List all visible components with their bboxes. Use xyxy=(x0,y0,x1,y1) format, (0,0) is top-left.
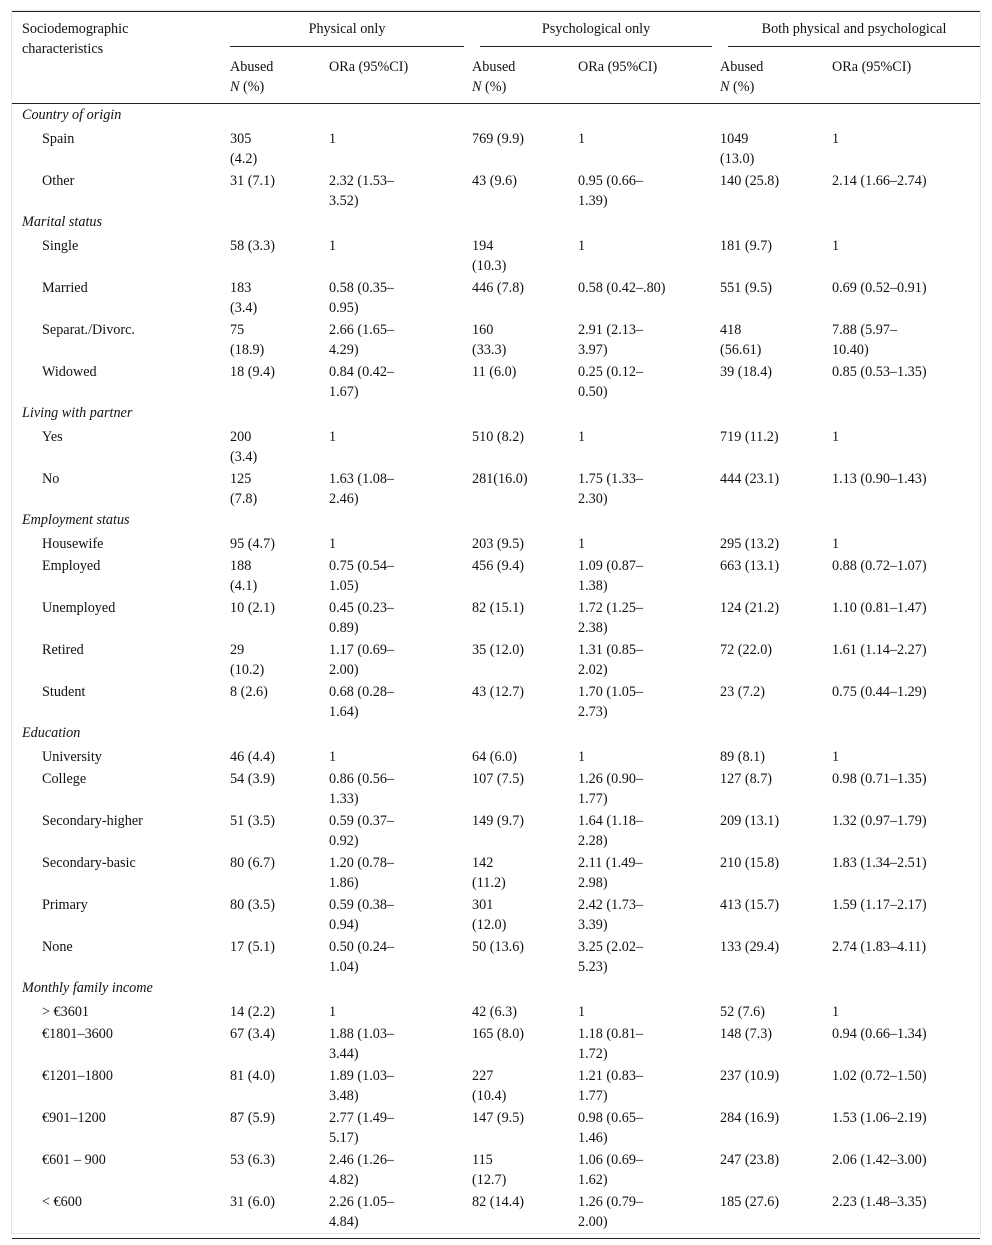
cell-abused: 551 (9.5) xyxy=(720,280,773,296)
cell-abused: 446 (7.8) xyxy=(472,280,525,296)
cell-abused: 127 (8.7) xyxy=(720,771,773,787)
cell-abused: 18 (9.4) xyxy=(230,364,275,380)
cell-abused: 185 (27.6) xyxy=(720,1194,780,1210)
table-row xyxy=(12,234,980,276)
cell-ora: 2.74 (1.83–4.11) xyxy=(832,939,927,955)
cell-ora: 1.26 (0.79– 2.00) xyxy=(578,1194,644,1230)
cell-abused: 50 (13.6) xyxy=(472,939,525,955)
cell-abused: 87 (5.9) xyxy=(230,1110,275,1126)
row-label: Separat./Divorc. xyxy=(42,322,135,338)
cell-ora: 1 xyxy=(832,131,840,147)
cell-abused: 35 (12.0) xyxy=(472,642,525,658)
cell-ora: 0.75 (0.54– 1.05) xyxy=(329,558,395,594)
cell-ora: 2.91 (2.13– 3.97) xyxy=(578,322,644,358)
cell-ora: 1.17 (0.69– 2.00) xyxy=(329,642,395,678)
group-header-physical: Physical only xyxy=(230,12,472,52)
cell-ora: 1 xyxy=(578,131,586,147)
cell-ora: 0.69 (0.52–0.91) xyxy=(832,280,927,296)
cell-ora: 2.14 (1.66–2.74) xyxy=(832,173,927,189)
cell-ora: 2.46 (1.26– 4.82) xyxy=(329,1152,395,1188)
table-row xyxy=(12,1000,980,1022)
cell-ora: 1 xyxy=(578,238,586,254)
row-label: None xyxy=(42,939,73,955)
cell-abused: 444 (23.1) xyxy=(720,471,780,487)
cell-abused: 181 (9.7) xyxy=(720,238,773,254)
cell-ora: 0.75 (0.44–1.29) xyxy=(832,684,927,700)
cell-ora: 0.84 (0.42– 1.67) xyxy=(329,364,395,400)
cell-ora: 2.06 (1.42–3.00) xyxy=(832,1152,927,1168)
cell-abused: 54 (3.9) xyxy=(230,771,275,787)
row-label: University xyxy=(42,749,102,765)
cell-abused: 31 (6.0) xyxy=(230,1194,275,1210)
cell-ora: 1.18 (0.81– 1.72) xyxy=(578,1026,644,1062)
cell-abused: 200 (3.4) xyxy=(230,429,258,465)
cell-ora: 1 xyxy=(832,749,840,765)
cell-ora: 2.11 (1.49– 2.98) xyxy=(578,855,643,891)
cell-ora: 0.50 (0.24– 1.04) xyxy=(329,939,395,975)
table-row xyxy=(12,809,980,851)
cell-abused: 247 (23.8) xyxy=(720,1152,780,1168)
cell-ora: 0.85 (0.53–1.35) xyxy=(832,364,927,380)
cell-ora: 0.98 (0.71–1.35) xyxy=(832,771,927,787)
cell-ora: 0.94 (0.66–1.34) xyxy=(832,1026,927,1042)
cell-abused: 89 (8.1) xyxy=(720,749,765,765)
cell-ora: 1.21 (0.83– 1.77) xyxy=(578,1068,644,1104)
row-label: Widowed xyxy=(42,364,97,380)
cell-abused: 67 (3.4) xyxy=(230,1026,275,1042)
group-header-psychological: Psychological only xyxy=(472,12,720,52)
cell-abused: 17 (5.1) xyxy=(230,939,275,955)
cell-ora: 1.64 (1.18– 2.28) xyxy=(578,813,644,849)
cell-ora: 1.53 (1.06–2.19) xyxy=(832,1110,927,1126)
cell-ora: 0.88 (0.72–1.07) xyxy=(832,558,927,574)
row-label: Retired xyxy=(42,642,84,658)
cell-abused: 43 (12.7) xyxy=(472,684,525,700)
section-title: Employment status xyxy=(22,512,130,528)
section-title: Living with partner xyxy=(22,405,133,421)
cell-abused: 148 (7.3) xyxy=(720,1026,773,1042)
table-row xyxy=(12,1022,980,1064)
cell-ora: 1 xyxy=(329,131,337,147)
cell-ora: 1.10 (0.81–1.47) xyxy=(832,600,927,616)
cell-ora: 0.59 (0.38– 0.94) xyxy=(329,897,395,933)
row-label: €601 – 900 xyxy=(42,1152,106,1168)
cell-ora: 0.59 (0.37– 0.92) xyxy=(329,813,395,849)
stub-header-line-2: characteristics xyxy=(22,41,104,57)
cell-ora: 0.25 (0.12– 0.50) xyxy=(578,364,644,400)
row-label: Primary xyxy=(42,897,88,913)
cell-abused: 39 (18.4) xyxy=(720,364,773,380)
row-label: Yes xyxy=(42,429,63,445)
cell-ora: 1 xyxy=(329,749,337,765)
row-label: Housewife xyxy=(42,536,104,552)
cell-ora: 1.89 (1.03– 3.48) xyxy=(329,1068,395,1104)
cell-ora: 1.72 (1.25– 2.38) xyxy=(578,600,644,636)
cell-abused: 295 (13.2) xyxy=(720,536,780,552)
row-label: €1201–1800 xyxy=(42,1068,113,1084)
cell-abused: 281(16.0) xyxy=(472,471,528,487)
cell-ora: 0.58 (0.35– 0.95) xyxy=(329,280,395,316)
table-row xyxy=(12,767,980,809)
table-row xyxy=(12,532,980,554)
cell-abused: 80 (6.7) xyxy=(230,855,275,871)
table-row xyxy=(12,638,980,680)
row-label: No xyxy=(42,471,60,487)
cell-abused: 46 (4.4) xyxy=(230,749,275,765)
subheader-abused: Abused N (%) xyxy=(472,59,516,95)
cell-abused: 165 (8.0) xyxy=(472,1026,525,1042)
section-header-row xyxy=(12,722,980,745)
cell-abused: 11 (6.0) xyxy=(472,364,517,380)
cell-ora: 0.86 (0.56– 1.33) xyxy=(329,771,395,807)
cell-abused: 52 (7.6) xyxy=(720,1004,765,1020)
cell-ora: 1 xyxy=(832,536,840,552)
cell-abused: 663 (13.1) xyxy=(720,558,780,574)
section-header-row xyxy=(12,977,980,1000)
table-row xyxy=(12,1148,980,1190)
cell-abused: 140 (25.8) xyxy=(720,173,780,189)
table-row xyxy=(12,1064,980,1106)
cell-abused: 81 (4.0) xyxy=(230,1068,275,1084)
cell-abused: 147 (9.5) xyxy=(472,1110,525,1126)
cell-ora: 1.13 (0.90–1.43) xyxy=(832,471,927,487)
cell-abused: 10 (2.1) xyxy=(230,600,275,616)
row-label: €901–1200 xyxy=(42,1110,106,1126)
cell-abused: 418 (56.61) xyxy=(720,322,762,358)
cell-abused: 124 (21.2) xyxy=(720,600,780,616)
cell-ora: 1.06 (0.69– 1.62) xyxy=(578,1152,644,1188)
cell-ora: 1.26 (0.90– 1.77) xyxy=(578,771,644,807)
cell-ora: 2.66 (1.65– 4.29) xyxy=(329,322,395,358)
cell-abused: 31 (7.1) xyxy=(230,173,275,189)
cell-abused: 125 (7.8) xyxy=(230,471,258,507)
cell-ora: 1.02 (0.72–1.50) xyxy=(832,1068,927,1084)
cell-ora: 0.68 (0.28– 1.64) xyxy=(329,684,395,720)
row-label: > €3601 xyxy=(42,1004,90,1020)
cell-abused: 51 (3.5) xyxy=(230,813,275,829)
cell-ora: 1 xyxy=(832,1004,840,1020)
cell-abused: 14 (2.2) xyxy=(230,1004,275,1020)
cell-abused: 160 (33.3) xyxy=(472,322,507,358)
cell-abused: 1049 (13.0) xyxy=(720,131,755,167)
row-label: Employed xyxy=(42,558,101,574)
row-label: Spain xyxy=(42,131,75,147)
section-header-row xyxy=(12,104,980,128)
cell-abused: 203 (9.5) xyxy=(472,536,525,552)
section-title: Country of origin xyxy=(22,107,122,123)
cell-abused: 769 (9.9) xyxy=(472,131,525,147)
table-row xyxy=(12,893,980,935)
table-row xyxy=(12,360,980,402)
cell-ora: 1 xyxy=(832,429,840,445)
section-title: Monthly family income xyxy=(22,980,153,996)
cell-ora: 1 xyxy=(578,1004,586,1020)
cell-ora: 0.45 (0.23– 0.89) xyxy=(329,600,395,636)
cell-ora: 1 xyxy=(578,749,586,765)
table-row xyxy=(12,276,980,318)
row-label: Unemployed xyxy=(42,600,116,616)
row-label: Other xyxy=(42,173,75,189)
table-row xyxy=(12,467,980,509)
table-row xyxy=(12,169,980,211)
group-header-both: Both physical and psychological xyxy=(720,12,980,52)
cell-ora: 1.70 (1.05– 2.73) xyxy=(578,684,644,720)
table-row xyxy=(12,596,980,638)
section-title: Education xyxy=(22,725,81,741)
row-label: Secondary-higher xyxy=(42,813,143,829)
row-label: €1801–3600 xyxy=(42,1026,113,1042)
table-body xyxy=(12,104,980,1239)
cell-abused: 64 (6.0) xyxy=(472,749,517,765)
cell-ora: 2.26 (1.05– 4.84) xyxy=(329,1194,395,1230)
cell-ora: 2.32 (1.53– 3.52) xyxy=(329,173,395,209)
cell-abused: 719 (11.2) xyxy=(720,429,779,445)
row-label: College xyxy=(42,771,87,787)
section-title: Marital status xyxy=(22,214,103,230)
cell-abused: 75 (18.9) xyxy=(230,322,265,358)
table-row xyxy=(12,318,980,360)
cell-abused: 227 (10.4) xyxy=(472,1068,507,1104)
cell-ora: 2.42 (1.73– 3.39) xyxy=(578,897,644,933)
cell-abused: 284 (16.9) xyxy=(720,1110,780,1126)
subheader-ora: ORa (95%CI) xyxy=(832,59,912,75)
cell-abused: 53 (6.3) xyxy=(230,1152,275,1168)
stub-header xyxy=(12,12,230,104)
cell-ora: 1.88 (1.03– 3.44) xyxy=(329,1026,395,1062)
cell-ora: 1.31 (0.85– 2.02) xyxy=(578,642,644,678)
section-header-row xyxy=(12,402,980,425)
cell-abused: 237 (10.9) xyxy=(720,1068,780,1084)
cell-abused: 194 (10.3) xyxy=(472,238,507,274)
table-row xyxy=(12,425,980,467)
table-row xyxy=(12,554,980,596)
cell-ora: 0.95 (0.66– 1.39) xyxy=(578,173,644,209)
cell-ora: 1.32 (0.97–1.79) xyxy=(832,813,927,829)
cell-ora: 2.23 (1.48–3.35) xyxy=(832,1194,927,1210)
cell-ora: 1.83 (1.34–2.51) xyxy=(832,855,927,871)
cell-ora: 1 xyxy=(578,429,586,445)
subheader-abused: Abused N (%) xyxy=(230,59,274,95)
section-header-row xyxy=(12,211,980,234)
cell-ora: 7.88 (5.97– 10.40) xyxy=(832,322,898,358)
cell-ora: 1.20 (0.78– 1.86) xyxy=(329,855,395,891)
cell-ora: 3.25 (2.02– 5.23) xyxy=(578,939,644,975)
table-row xyxy=(12,127,980,169)
table-row xyxy=(12,745,980,767)
cell-abused: 82 (15.1) xyxy=(472,600,525,616)
cell-abused: 95 (4.7) xyxy=(230,536,275,552)
cell-ora: 1.59 (1.17–2.17) xyxy=(832,897,927,913)
cell-abused: 188 (4.1) xyxy=(230,558,258,594)
row-label: Married xyxy=(42,280,88,296)
subheader-abused: Abused N (%) xyxy=(720,59,764,95)
cell-ora: 1 xyxy=(832,238,840,254)
cell-abused: 107 (7.5) xyxy=(472,771,525,787)
cell-abused: 80 (3.5) xyxy=(230,897,275,913)
cell-abused: 142 (11.2) xyxy=(472,855,506,891)
cell-abused: 149 (9.7) xyxy=(472,813,525,829)
row-label: Student xyxy=(42,684,86,700)
table-row xyxy=(12,680,980,722)
cell-abused: 82 (14.4) xyxy=(472,1194,525,1210)
cell-abused: 305 (4.2) xyxy=(230,131,258,167)
cell-abused: 301 (12.0) xyxy=(472,897,507,933)
sociodemographic-table xyxy=(12,11,980,1239)
cell-abused: 210 (15.8) xyxy=(720,855,780,871)
cell-abused: 456 (9.4) xyxy=(472,558,525,574)
table-row xyxy=(12,935,980,977)
cell-ora: 1 xyxy=(329,238,337,254)
section-header-row xyxy=(12,509,980,532)
cell-abused: 115 (12.7) xyxy=(472,1152,507,1188)
cell-abused: 183 (3.4) xyxy=(230,280,258,316)
cell-ora: 1.61 (1.14–2.27) xyxy=(832,642,927,658)
cell-abused: 72 (22.0) xyxy=(720,642,773,658)
row-label: < €600 xyxy=(42,1194,82,1210)
cell-ora: 1.75 (1.33– 2.30) xyxy=(578,471,644,507)
cell-abused: 23 (7.2) xyxy=(720,684,765,700)
subheader-ora: ORa (95%CI) xyxy=(329,59,409,75)
cell-abused: 8 (2.6) xyxy=(230,684,268,700)
cell-abused: 209 (13.1) xyxy=(720,813,780,829)
cell-ora: 1.09 (0.87– 1.38) xyxy=(578,558,644,594)
table-container xyxy=(11,10,981,1234)
subheader-ora: ORa (95%CI) xyxy=(578,59,658,75)
cell-abused: 42 (6.3) xyxy=(472,1004,517,1020)
cell-ora: 1 xyxy=(578,536,586,552)
row-label: Single xyxy=(42,238,79,254)
cell-ora: 1 xyxy=(329,1004,337,1020)
stub-header-line-1: Sociodemographic xyxy=(22,21,129,37)
cell-abused: 510 (8.2) xyxy=(472,429,525,445)
cell-ora: 0.98 (0.65– 1.46) xyxy=(578,1110,644,1146)
cell-ora: 1 xyxy=(329,429,337,445)
cell-ora: 1.63 (1.08– 2.46) xyxy=(329,471,395,507)
cell-abused: 133 (29.4) xyxy=(720,939,780,955)
table-row xyxy=(12,851,980,893)
cell-abused: 43 (9.6) xyxy=(472,173,517,189)
cell-ora: 1 xyxy=(329,536,337,552)
cell-ora: 2.77 (1.49– 5.17) xyxy=(329,1110,395,1146)
cell-abused: 58 (3.3) xyxy=(230,238,275,254)
table-row xyxy=(12,1106,980,1148)
cell-abused: 29 (10.2) xyxy=(230,642,265,678)
table-row xyxy=(12,1190,980,1239)
cell-abused: 413 (15.7) xyxy=(720,897,780,913)
row-label: Secondary-basic xyxy=(42,855,136,871)
cell-ora: 0.58 (0.42–.80) xyxy=(578,280,666,296)
